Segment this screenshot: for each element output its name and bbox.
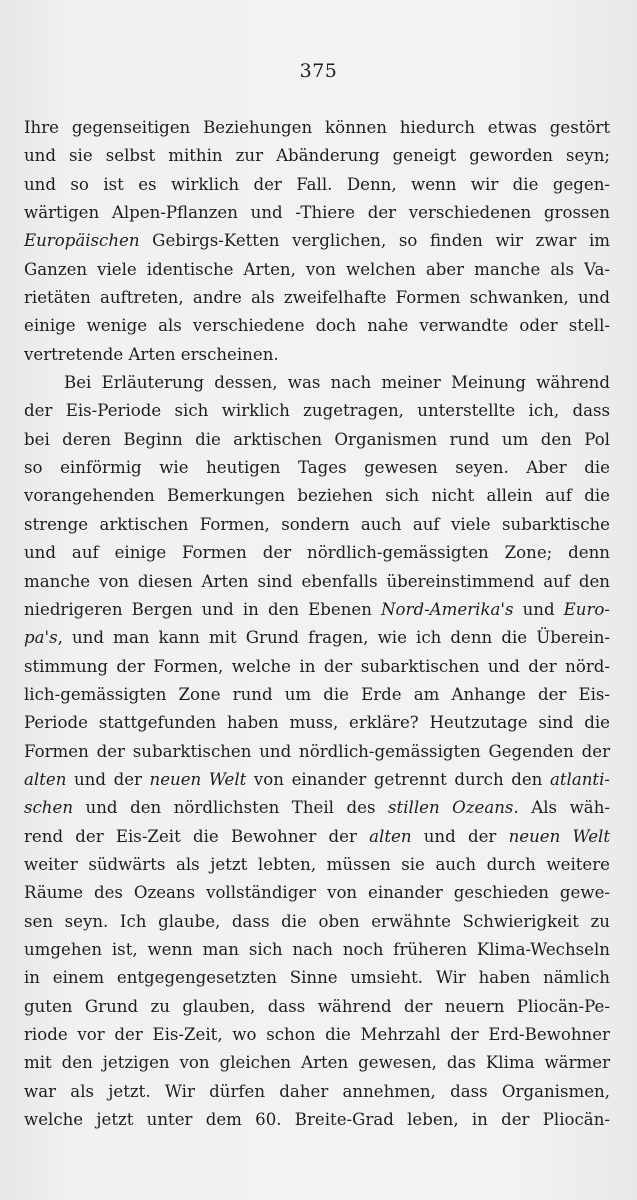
body-text (24, 114, 610, 1134)
text-line (24, 397, 610, 425)
text-line (24, 454, 610, 482)
text-segment: , und man kann mit Grund fragen, wie ich denn die Überein- (57, 628, 610, 648)
text-line (24, 879, 610, 907)
text-segment: der Eis-Periode sich wirklich zugetragen, unterstellte ich, dass (24, 401, 610, 421)
text-line (24, 171, 610, 199)
text-segment: stimmung der Formen, welche in der subarktischen und der nörd- (24, 656, 610, 676)
italic-text: neuen Welt (508, 826, 610, 846)
text-segment: niedrigeren Bergen und in den Ebenen (24, 599, 382, 619)
text-line (24, 596, 610, 624)
italic-text: stillen Ozeans. (388, 798, 519, 818)
text-line (24, 993, 610, 1021)
text-segment: umgehen ist, wenn man sich nach noch früheren Klima-Wechseln (24, 939, 610, 959)
italic-text: alten (369, 826, 412, 846)
text-segment: Bei Erläuterung dessen, was nach meiner Meinung während (64, 373, 610, 393)
italic-text: Euro- (563, 599, 611, 619)
text-line (24, 1049, 610, 1077)
text-segment: mit den jetzigen von gleichen Arten gewesen, das Klima wärmer (24, 1053, 610, 1073)
text-line (24, 482, 610, 510)
text-segment: so einförmig wie heutigen Tages gewesen seyen. Aber die (24, 458, 610, 478)
text-line (24, 426, 610, 454)
text-line (24, 851, 610, 879)
text-segment: strenge arktischen Formen, sondern auch auf viele subarktische (24, 514, 610, 534)
text-line (24, 653, 610, 681)
text-segment: wärtigen Alpen-Pflanzen und -Thiere der verschiedenen grossen (24, 203, 610, 223)
text-line (24, 709, 610, 737)
text-line (24, 511, 610, 539)
text-segment: Gebirgs-Ketten verglichen, so finden wir zwar im (139, 231, 610, 251)
text-segment: Als wäh- (518, 798, 610, 818)
text-segment: in einem entgegengesetzten Sinne umsieht. Wir haben nämlich (24, 968, 610, 988)
text-segment: Ganzen viele identische Arten, von welchen aber manche als Va- (24, 259, 610, 279)
text-line (24, 142, 610, 170)
text-segment: Räume des Ozeans vollständiger von einander geschieden gewe- (24, 883, 610, 903)
italic-text: Europäischen (24, 231, 140, 251)
text-line (24, 936, 610, 964)
page-number: 375 (299, 60, 338, 82)
text-segment: guten Grund zu glauben, dass während der neuern Pliocän-Pe- (24, 996, 610, 1016)
text-line (24, 199, 610, 227)
text-segment: welche jetzt unter dem 60. Breite-Grad leben, in der Pliocän- (24, 1110, 610, 1130)
text-line (24, 681, 610, 709)
text-segment: weiter südwärts als jetzt lebten, müssen sie auch durch weitere (24, 854, 610, 874)
text-line (24, 1106, 610, 1134)
text-line (24, 227, 610, 255)
text-segment: vertretende Arten erscheinen. (24, 344, 279, 364)
text-line (24, 766, 610, 794)
text-segment: lich-gemässigten Zone rund um die Erde am Anhange der Eis- (24, 684, 610, 704)
text-segment: sen seyn. Ich glaube, dass die oben erwähnte Schwierigkeit zu (24, 911, 610, 931)
italic-text: Nord-Amerika's (381, 599, 514, 619)
text-line (24, 284, 610, 312)
text-line (24, 738, 610, 766)
text-line (24, 1021, 610, 1049)
text-segment: und (513, 599, 564, 619)
text-segment: bei deren Beginn die arktischen Organismen rund um den Pol (24, 429, 610, 449)
text-line (24, 114, 610, 142)
text-segment: und der (66, 769, 150, 789)
text-segment: manche von diesen Arten sind ebenfalls übereinstimmend auf den (24, 571, 610, 591)
italic-text: alten (24, 769, 67, 789)
text-line (24, 312, 610, 340)
text-segment: Formen der subarktischen und nördlich-gemässigten Gegenden der (24, 741, 610, 761)
text-segment: und so ist es wirklich der Fall. Denn, wenn wir die gegen- (24, 174, 610, 194)
italic-text: neuen Welt (149, 769, 247, 789)
italic-text: schen (24, 798, 74, 818)
text-segment: vorangehenden Bemerkungen beziehen sich nicht allein auf die (24, 486, 610, 506)
text-line (24, 341, 610, 369)
italic-text: pa's (24, 628, 58, 648)
text-segment: riode vor der Eis-Zeit, wo schon die Mehrzahl der Erd-Bewohner (24, 1025, 610, 1044)
text-line (24, 568, 610, 596)
text-line (24, 1078, 610, 1106)
text-line (24, 256, 610, 284)
text-line (24, 908, 610, 936)
text-line (24, 964, 610, 992)
text-segment: und der (411, 826, 509, 846)
text-line (24, 539, 610, 567)
text-segment: von einander getrennt durch den (246, 769, 550, 789)
text-segment: einige wenige als verschiedene doch nahe verwandte oder stell- (24, 316, 610, 336)
text-segment: war als jetzt. Wir dürfen daher annehmen, dass Organismen, (24, 1081, 610, 1101)
text-segment: und auf einige Formen der nördlich-gemässigten Zone; denn (24, 543, 610, 563)
text-line (24, 794, 610, 822)
text-segment: und sie selbst mithin zur Abänderung geneigt geworden seyn; (24, 146, 610, 166)
text-line (24, 624, 610, 652)
italic-text: atlanti- (549, 769, 610, 789)
text-segment: rend der Eis-Zeit die Bewohner der (24, 826, 370, 846)
text-segment: Periode stattgefunden haben muss, erkläre? Heutzutage sind die (24, 713, 610, 733)
text-segment: rietäten auftreten, andre als zweifelhafte Formen schwanken, und (24, 288, 610, 308)
text-line (24, 823, 610, 851)
text-segment: Ihre gegenseitigen Beziehungen können hiedurch etwas gestört (24, 118, 610, 137)
text-segment: und den nördlichsten Theil des (73, 798, 389, 818)
text-line (24, 369, 610, 397)
